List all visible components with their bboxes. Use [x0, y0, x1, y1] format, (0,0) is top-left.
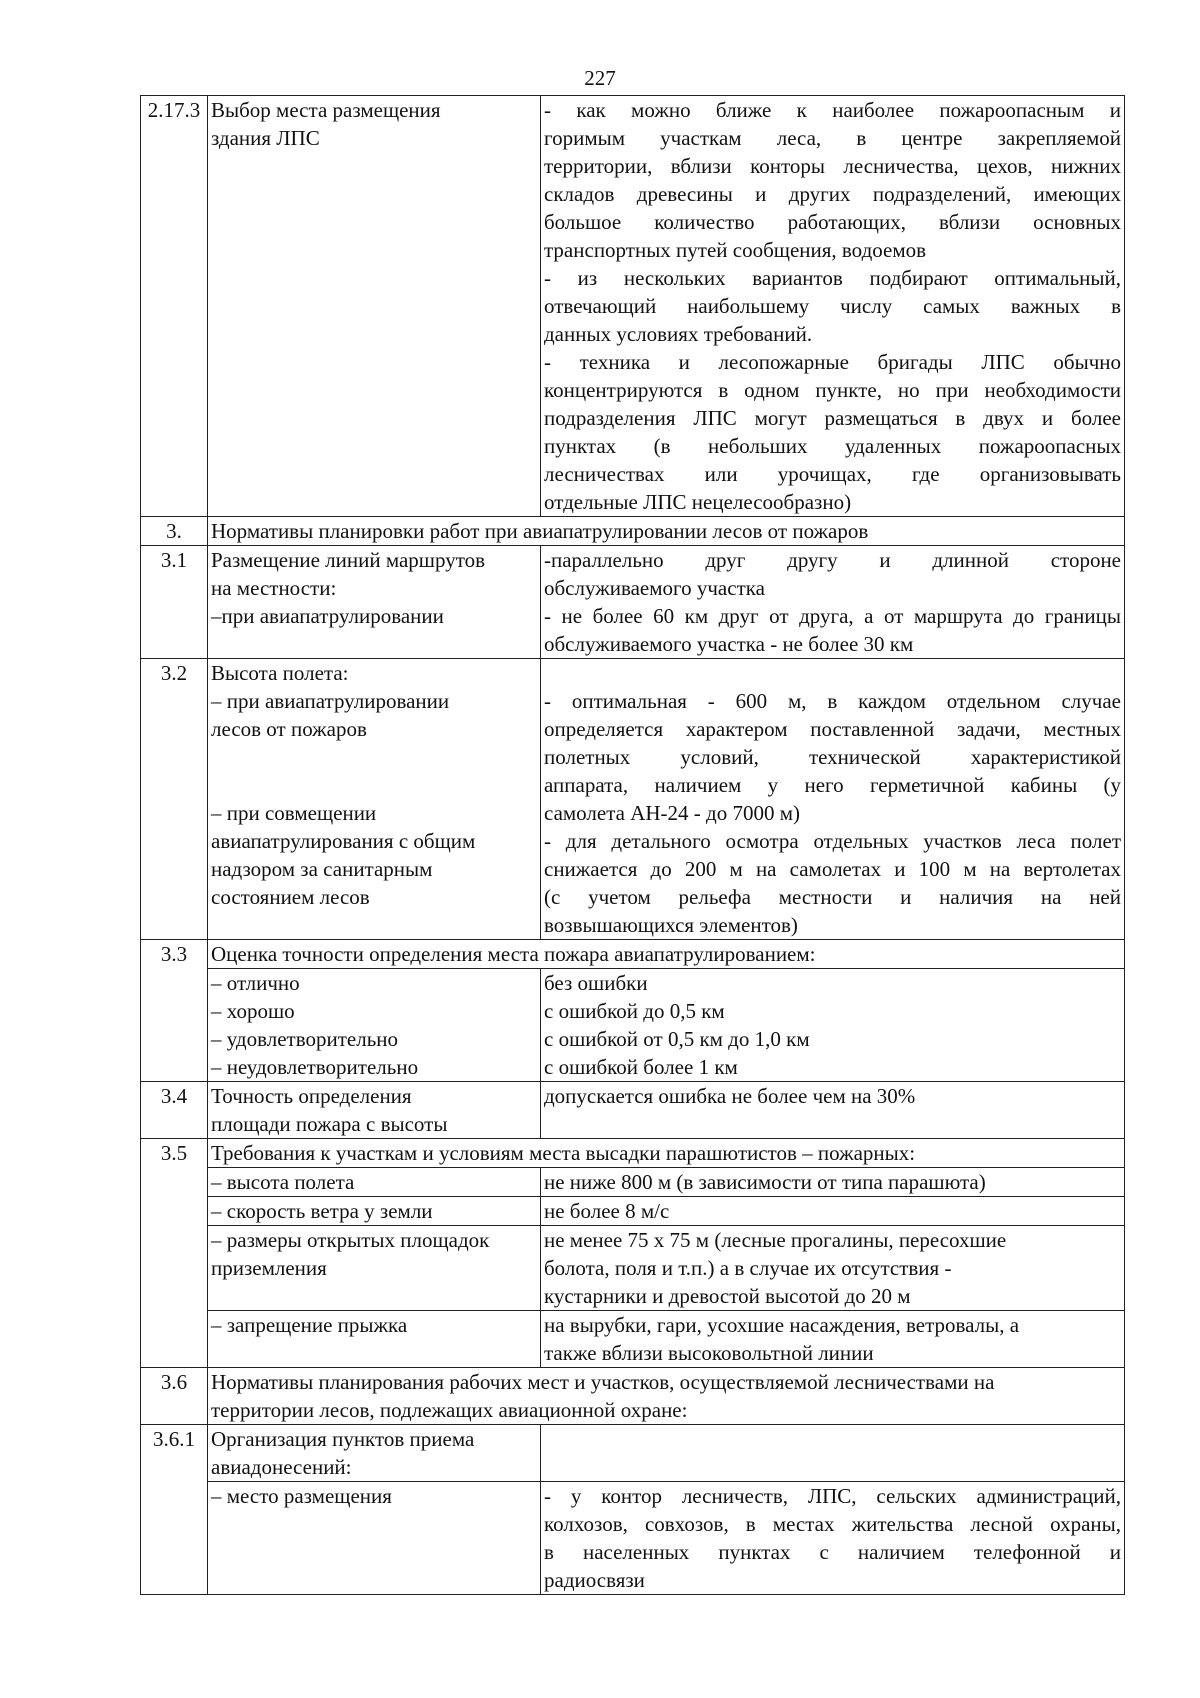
size-label: – размеры открытых площадок приземления [208, 1226, 541, 1311]
row-number: 3.2 [141, 659, 208, 940]
norms-table [140, 95, 1125, 1595]
height-value: не ниже 800 м (в зависимости от типа парашюта) [541, 1168, 1125, 1197]
page-number: 227 [584, 66, 616, 90]
row-number: 2.17.3 [141, 96, 208, 517]
place-value: - у контор лесничеств, ЛПС, сельских администраций, колхозов, совхозов, в местах жительства лесной охраны, в населенных пунктах с наличием телефонной и радиосвязи [541, 1482, 1125, 1595]
row-3-3-title [141, 940, 1125, 969]
row-requirement: - оптимальная - 600 м, в каждом отдельном случае определяется характером поставленной задачи, местных полетных условий, технической характеристикой аппарата, наличием у него герметичной кабины (у самолета АН-24 - до 7000 м) - для детального осмотра отдельных участков леса полет снижается до 200 м на самолетах и 100 м на вертолетах (с учетом рельефа местности и наличия на ней возвышающихся элементов) [541, 659, 1125, 940]
row-name: Размещение линий маршрутов на местности: –при авиапатрулировании [208, 546, 541, 659]
ban-label: – запрещение прыжка [208, 1311, 541, 1368]
row-name: Выбор места размещения здания ЛПС [208, 96, 541, 517]
row-number: 3.6.1 [141, 1425, 208, 1595]
grade-values: без ошибки с ошибкой до 0,5 км с ошибкой от 0,5 км до 1,0 км с ошибкой более 1 км [541, 969, 1125, 1082]
row-3-5-height [141, 1168, 1125, 1197]
row-3-5-ban [141, 1311, 1125, 1368]
row-number: 3.3 [141, 940, 208, 1082]
row-title: Требования к участкам и условиям места высадки парашютистов – пожарных: [208, 1139, 1125, 1168]
size-value: не менее 75 х 75 м (лесные прогалины, пересохшие болота, поля и т.п.) а в случае их отсутствия - кустарники и древостой высотой до 20 м [541, 1226, 1125, 1311]
section-number: 3. [141, 517, 208, 546]
row-requirement: допускается ошибка не более чем на 30% [541, 1082, 1125, 1139]
row-number: 3.4 [141, 1082, 208, 1139]
row-3-4 [141, 1082, 1125, 1139]
row-requirement: - как можно ближе к наиболее пожароопасным и горимым участкам леса, в центре закрепляемой территории, вблизи конторы лесничества, цехов, нижних складов древесины и других подразделений, имеющих большое количество работающих, вблизи основных транспортных путей сообщения, водоемов - из нескольких вариантов подбирают оптимальный, отвечающий наибольшему числу самых важных в данных условиях требований. - техника и лесопожарные бригады ЛПС обычно концентрируются в одном пункте, но при необходимости подразделения ЛПС могут размещаться в двух и более пунктах (в небольших удаленных пожароопасных лесничествах или урочищах, где организовывать отдельные ЛПС нецелесообразно) [541, 96, 1125, 517]
place-label: – место размещения [208, 1482, 541, 1595]
row-3-6-1-place [141, 1482, 1125, 1595]
row-number: 3.1 [141, 546, 208, 659]
row-3-2 [141, 659, 1125, 940]
row-number: 3.6 [141, 1368, 208, 1425]
row-3-5-title [141, 1139, 1125, 1168]
row-title: Нормативы планирования рабочих мест и участков, осуществляемой лесничествами на территории лесов, подлежащих авиационной охране: [208, 1368, 1125, 1425]
row-2-17-3 [141, 96, 1125, 517]
row-3 [141, 517, 1125, 546]
row-3-6 [141, 1368, 1125, 1425]
height-label: – высота полета [208, 1168, 541, 1197]
row-requirement-empty [541, 1425, 1125, 1482]
row-number: 3.5 [141, 1139, 208, 1368]
row-name: Организация пунктов приема авиадонесений: [208, 1425, 541, 1482]
wind-label: – скорость ветра у земли [208, 1197, 541, 1226]
row-3-1 [141, 546, 1125, 659]
row-title: Оценка точности определения места пожара авиапатрулированием: [208, 940, 1125, 969]
row-requirement: -параллельно друг другу и длинной стороне обслуживаемого участка - не более 60 км друг от друга, а от маршрута до границы обслуживаемого участка - не более 30 км [541, 546, 1125, 659]
row-3-5-wind [141, 1197, 1125, 1226]
row-3-6-1-head [141, 1425, 1125, 1482]
row-3-5-size [141, 1226, 1125, 1311]
section-title: Нормативы планировки работ при авиапатрулировании лесов от пожаров [208, 517, 1125, 546]
row-name: Высота полета: – при авиапатрулировании лесов от пожаров – при совмещении авиапатрулирования с общим надзором за санитарным состоянием лесов [208, 659, 541, 940]
wind-value: не более 8 м/с [541, 1197, 1125, 1226]
row-name: Точность определения площади пожара с высоты [208, 1082, 541, 1139]
ban-value: на вырубки, гари, усохшие насаждения, ветровалы, а также вблизи высоковольтной линии [541, 1311, 1125, 1368]
grade-list: – отлично – хорошо – удовлетворительно – неудовлетворительно [208, 969, 541, 1082]
row-3-3-grades [141, 969, 1125, 1082]
